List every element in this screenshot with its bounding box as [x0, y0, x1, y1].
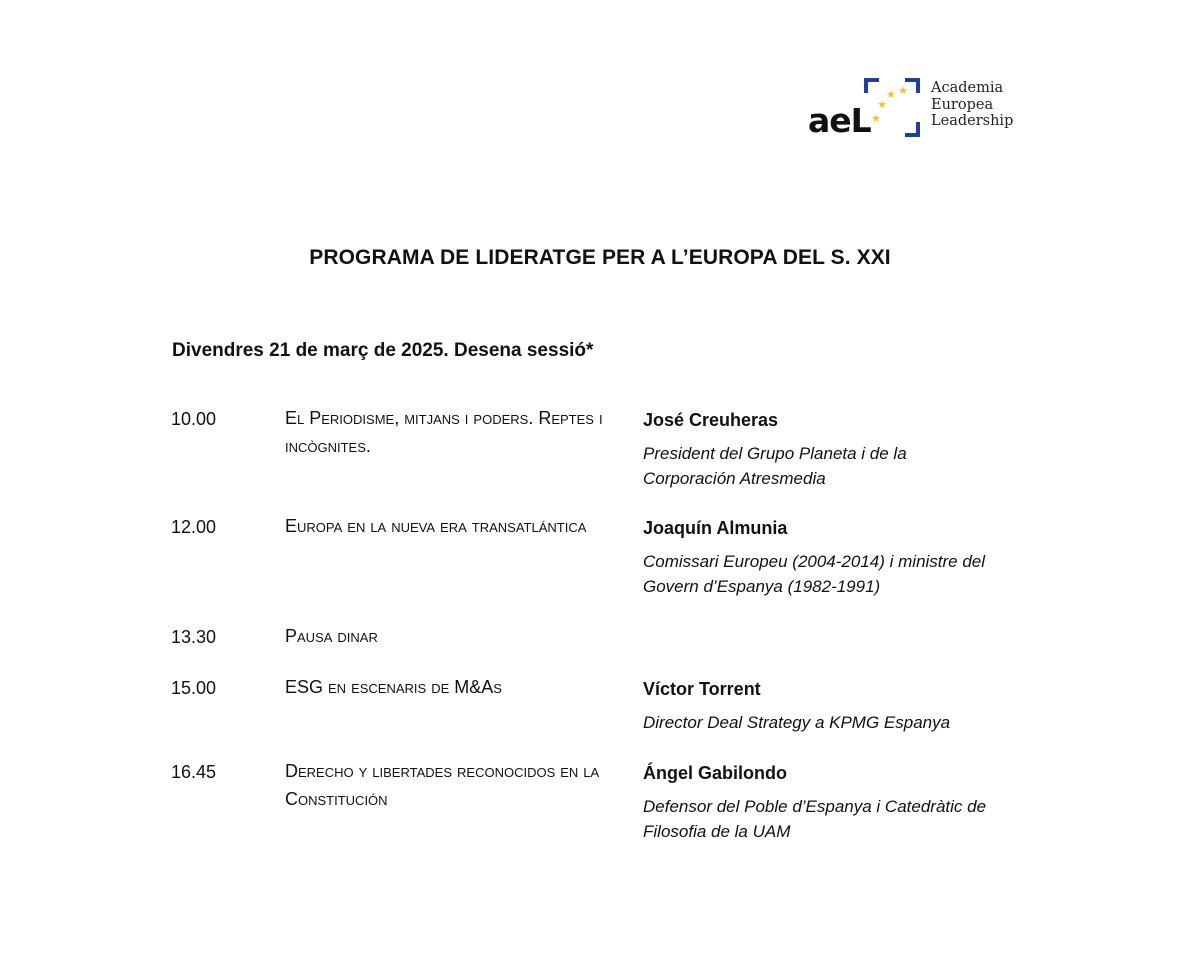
speaker-role: Comissari Europeu (2004-2014) i ministre del Govern d’Espanya (1982-1991): [643, 552, 986, 596]
session-time: 13.30: [171, 627, 217, 647]
session-topic: El Periodisme, mitjans i poders. Reptes i incògnites.: [285, 408, 603, 456]
speaker-name: Joaquín Almunia: [643, 518, 788, 538]
logo-wordmark: [931, 80, 1013, 130]
speaker-block: [643, 409, 1003, 491]
session-time: 15.00: [171, 678, 217, 698]
logo-bracket-top-left: [864, 78, 879, 93]
session-date: Divendres 21 de març de 2025. Desena sessió*: [172, 340, 594, 361]
star-icon: ★: [877, 99, 887, 111]
session-topic: ESG en escenaris de M&As: [285, 677, 502, 697]
speaker-name: Ángel Gabilondo: [643, 763, 787, 783]
document-title: PROGRAMA DE LIDERATGE PER A L’EUROPA DEL S. XXI: [309, 246, 891, 269]
star-icon: ★: [871, 113, 881, 125]
speaker-name: Víctor Torrent: [643, 679, 761, 699]
speaker-role: President del Grupo Planeta i de la Corporación Atresmedia: [643, 444, 907, 488]
logo-line: Academia: [931, 80, 1004, 96]
speaker-name: José Creuheras: [643, 410, 779, 430]
session-time: 10.00: [171, 409, 217, 429]
star-icon: ★: [898, 85, 908, 97]
star-icon: ★: [886, 89, 896, 101]
logo-line: Europea: [931, 96, 994, 113]
logo-bracket-bottom-right: [905, 122, 920, 137]
speaker-block: [643, 762, 1003, 844]
speaker-role: Defensor del Poble d’Espanya i Catedràtic de Filosofia de la UAM: [643, 797, 987, 841]
speaker-block: [643, 678, 1003, 735]
logo-mark: aeL: [808, 101, 871, 140]
logo-line: Leadership: [931, 113, 1014, 129]
session-topic: Pausa dinar: [285, 626, 378, 646]
session-topic: Derecho y libertades reconocidos en la Constitución: [285, 761, 600, 809]
ael-logo: [808, 78, 1038, 140]
speaker-block: [643, 517, 1003, 599]
session-topic: Europa en la nueva era transatlántica: [285, 516, 587, 536]
session-time: 12.00: [171, 517, 217, 537]
session-time: 16.45: [171, 762, 217, 782]
speaker-role: Director Deal Strategy a KPMG Espanya: [643, 713, 951, 732]
